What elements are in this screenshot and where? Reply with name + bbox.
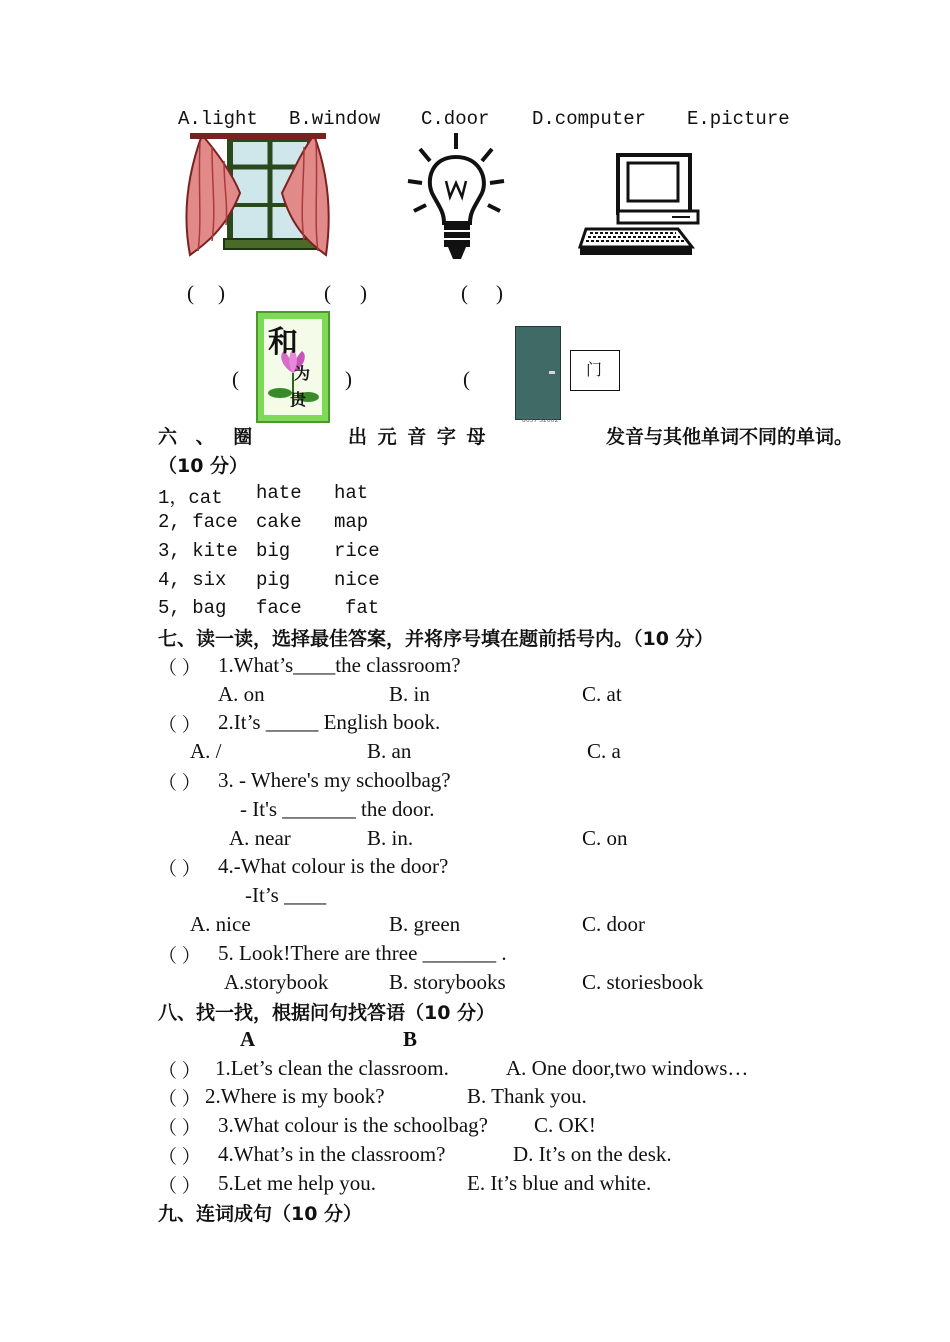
answer-bracket-close: ) [345,367,352,391]
match-answer-e: E. It’s blue and white. [467,1171,652,1195]
section7-title: 七、读一读，选择最佳答案，并将序号填在题前括号内。（10 分） [158,628,714,650]
section8-title: 八、找一找，根据问句找答语（10 分） [158,1002,496,1024]
word-row-3-b: big [256,540,291,562]
section6-title-part3: 发音与其他单词不同的单词。 [606,426,854,448]
match-question-2: 2.Where is my book? [205,1084,385,1108]
word-row-2-b: cake [256,511,302,533]
word-row-5-b: face [256,597,302,619]
answer-paren: （ ） [158,1147,201,1168]
answer-bracket-open: ( [463,367,470,391]
q3-option-b: B. in. [367,826,414,850]
answer-paren: （ ） [158,1176,201,1197]
computer-picture [578,153,703,258]
calligraphy-picture [256,311,330,423]
match-answer-d: D. It’s on the desk. [513,1142,672,1166]
q4-option-b: B. green [389,912,461,936]
match-answer-c: C. OK! [534,1113,596,1137]
question-3-line2: - It's _______ the door. [240,797,435,821]
column-a-header: A [240,1027,256,1051]
q1-option-a: A. on [218,682,265,706]
section6-score: （10 分） [158,455,249,477]
match-question-1: 1.Let’s clean the classroom. [215,1056,449,1080]
door-picture [515,326,561,420]
question-2: 2.It’s _____ English book. [218,710,441,734]
answer-paren: （ ） [158,1061,201,1082]
door-label-box [570,350,620,391]
q2-option-b: B. an [367,739,412,763]
answer-paren: （ ） [158,859,201,880]
door-label: 门 [586,360,603,379]
window-picture [182,133,332,263]
option-c: C.door [421,108,490,130]
word-row-4-b: pig [256,569,291,591]
word-row-4-num: 4, six [158,569,227,591]
match-question-5: 5.Let me help you. [218,1171,377,1195]
word-row-1-num: 1，cat [158,487,223,509]
answer-paren: （ ） [158,658,201,679]
q5-option-b: B. storybooks [389,970,506,994]
section6-title-part1: 六 、 圈 [158,426,259,448]
option-b: B.window [289,108,381,130]
question-3: 3. - Where's my schoolbag? [218,768,451,792]
answer-paren: （ ） [158,1118,201,1139]
word-row-3-c: rice [334,540,380,562]
q1-option-b: B. in [389,682,430,706]
light-bulb-picture [406,131,516,266]
q5-option-a: A.storybook [224,970,329,994]
picture-char-bottom: 贵 [290,390,307,409]
picture-char-top: 和 [268,325,298,360]
q4-option-a: A. nice [190,912,251,936]
answer-paren: （ ） [158,773,201,794]
q2-option-a: A. / [190,739,222,763]
q1-option-c: C. at [582,682,622,706]
q4-option-c: C. door [582,912,645,936]
match-answer-a: A. One door,two windows… [506,1056,749,1080]
word-row-4-c: nice [334,569,380,591]
word-row-5-c: fat [345,597,380,619]
question-1: 1.What’s____the classroom? [218,653,461,677]
answer-bracket-open: ( [232,367,239,391]
question-4-line2: -It’s ____ [245,883,327,907]
word-row-2-c: map [334,511,369,533]
q3-option-a: A. near [229,826,291,850]
answer-bracket-open: ( [324,281,331,305]
door-caption: 8657 S2002 [522,417,559,424]
q3-option-c: C. on [582,826,628,850]
option-e: E.picture [687,108,790,130]
question-5: 5. Look!There are three _______ . [218,941,507,965]
word-row-1-b: hate [256,482,302,504]
door-handle-icon [549,371,555,374]
option-d: D.computer [532,108,647,130]
answer-bracket-open: ( [461,281,468,305]
option-a: A.light [178,108,258,130]
match-answer-b: B. Thank you. [467,1084,587,1108]
answer-paren: （ ） [158,946,201,967]
column-b-header: B [403,1027,418,1051]
answer-paren: （ ） [158,715,201,736]
picture-char-middle: 为 [294,364,311,383]
answer-paren: （ ） [158,1089,201,1110]
question-4: 4.-What colour is the door? [218,854,449,878]
answer-bracket-close: ) [496,281,503,305]
word-row-1-c: hat [334,482,369,504]
answer-bracket-close: ) [360,281,367,305]
word-row-5-num: 5, bag [158,597,227,619]
answer-bracket-close: ) [218,281,225,305]
match-question-3: 3.What colour is the schoolbag? [218,1113,489,1137]
match-question-4: 4.What’s in the classroom? [218,1142,446,1166]
section9-title: 九、连词成句（10 分） [158,1203,363,1225]
word-row-3-num: 3, kite [158,540,238,562]
section6-title-part2: 出 元 音 字 母 [348,426,488,448]
word-row-2-num: 2, face [158,511,238,533]
q5-option-c: C. storiesbook [582,970,704,994]
answer-bracket-open: ( [187,281,194,305]
q2-option-c: C. a [587,739,621,763]
